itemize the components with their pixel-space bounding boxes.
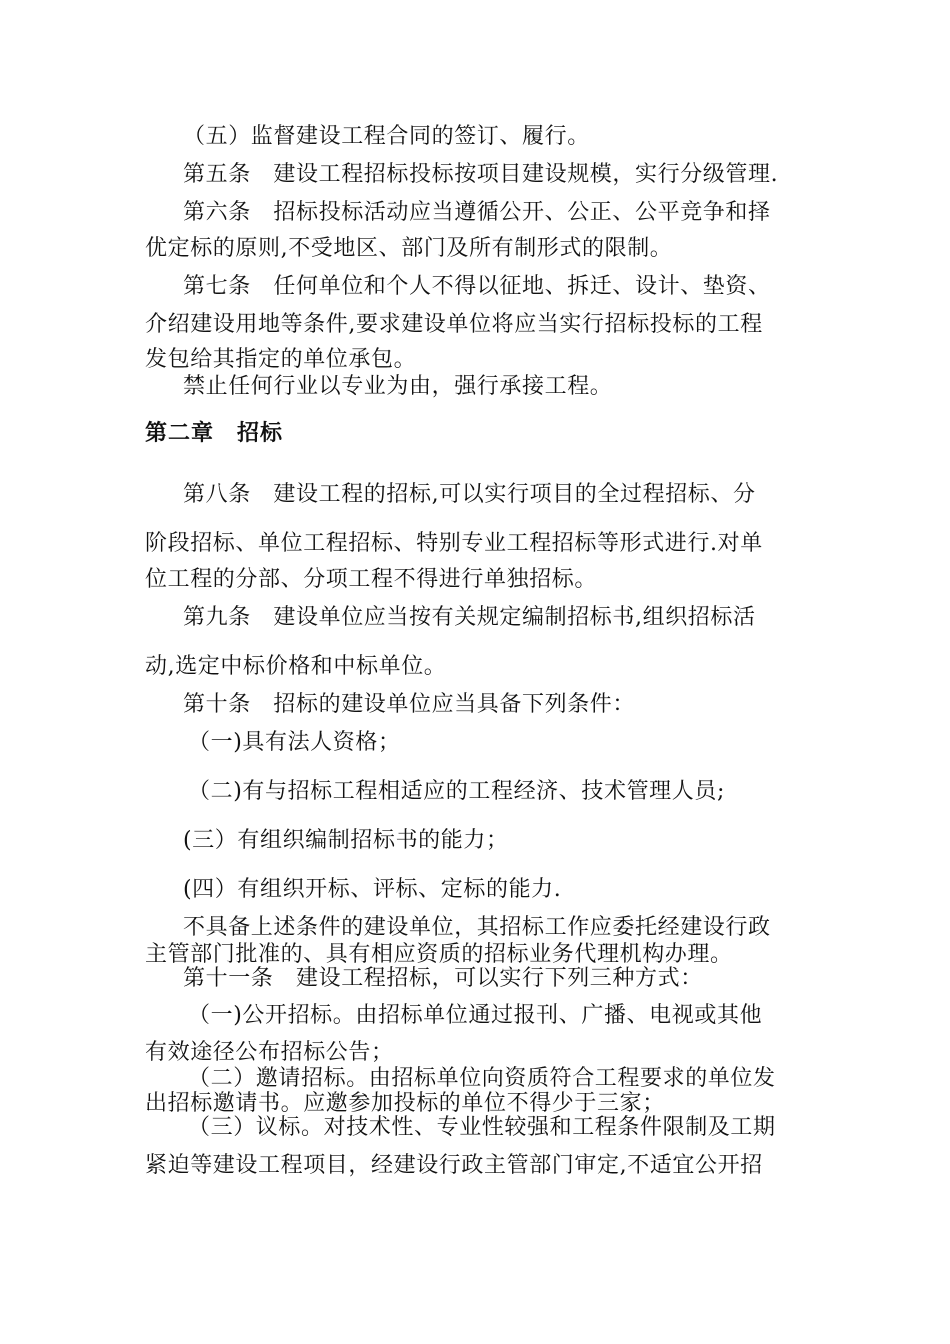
article-11-item-2-line-1: （二）邀请招标。由招标单位向资质符合工程要求的单位发 — [188, 1066, 776, 1091]
article-5: 第五条 建设工程招标投标按项目建设规模，实行分级管理. — [183, 162, 779, 187]
article-7-line-4: 禁止任何行业以专业为由，强行承接工程。 — [183, 374, 613, 399]
article-8-line-1: 第八条 建设工程的招标,可以实行项目的全过程招标、分 — [183, 482, 756, 507]
article-7-line-1: 第七条 任何单位和个人不得以征地、拆迁、设计、垫资、 — [183, 274, 771, 299]
article-10-item-2: （二)有与招标工程相适应的工程经济、技术管理人员; — [188, 779, 725, 804]
article-11-item-3-line-2: 紧迫等建设工程项目，经建设行政主管部门审定,不适宜公开招 — [145, 1153, 763, 1178]
article-8-line-3: 位工程的分部、分项工程不得进行单独招标。 — [145, 567, 598, 592]
article-7-line-2: 介绍建设用地等条件,要求建设单位将应当实行招标投标的工程 — [145, 312, 763, 337]
article-7-line-3: 发包给其指定的单位承包。 — [145, 347, 417, 372]
article-6-line-1: 第六条 招标投标活动应当遵循公开、公正、公平竞争和择 — [183, 200, 771, 225]
article-10-item-3: (三）有组织编制招标书的能力； — [183, 828, 509, 853]
article-11-item-3-line-1: （三）议标。对技术性、专业性较强和工程条件限制及工期 — [188, 1115, 776, 1140]
article-9-line-2: 动,选定中标价格和中标单位。 — [145, 654, 447, 679]
article-11-item-1-line-1: （一)公开招标。由招标单位通过报刊、广播、电视或其他 — [188, 1003, 763, 1028]
article-8-line-2: 阶段招标、单位工程招标、特别专业工程招标等形式进行.对单 — [145, 531, 763, 556]
clause-5-item-5: （五）监督建设工程合同的签订、履行。 — [183, 124, 590, 149]
article-9-line-1: 第九条 建设单位应当按有关规定编制招标书,组织招标活 — [183, 605, 756, 630]
chapter-2-heading: 第二章 招标 — [145, 421, 284, 446]
article-6-line-2: 优定标的原则,不受地区、部门及所有制形式的限制。 — [145, 236, 673, 261]
article-10-note-line-2: 主管部门批准的、具有相应资质的招标业务代理机构办理。 — [145, 942, 733, 967]
article-10-item-4: (四）有组织开标、评标、定标的能力. — [183, 877, 562, 902]
article-11-item-2-line-2: 出招标邀请书。应邀参加投标的单位不得少于三家； — [145, 1091, 665, 1116]
article-10-item-1: （一)具有法人资格； — [188, 730, 401, 755]
article-10: 第十条 招标的建设单位应当具备下列条件： — [183, 692, 636, 717]
article-11: 第十一条 建设工程招标，可以实行下列三种方式： — [183, 966, 703, 991]
article-11-item-1-line-2: 有效途径公布招标公告； — [145, 1040, 394, 1065]
article-10-note-line-1: 不具备上述条件的建设单位，其招标工作应委托经建设行政 — [183, 915, 771, 940]
